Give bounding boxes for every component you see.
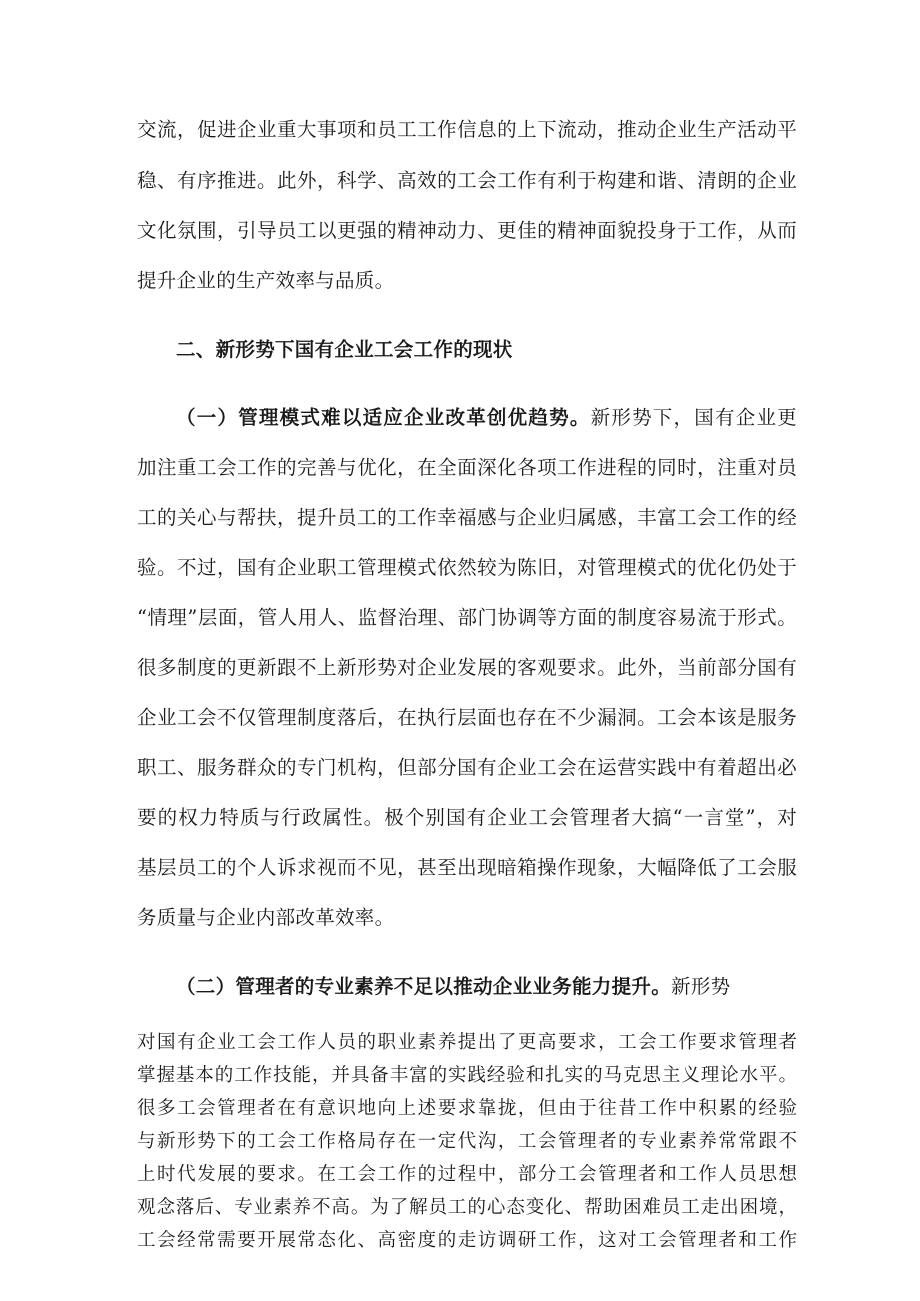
paragraph-line: 验。不过，国有企业职工管理模式依然较为陈旧，对管理模式的优化仍处于 <box>137 556 797 579</box>
paragraph-line: “情理”层面，管人用人、监督治理、部门协调等方面的制度容易流于形式。 <box>137 606 797 629</box>
paragraph-line: 企业工会不仅管理制度落后，在执行层面也存在不少漏洞。工会本该是服务 <box>137 706 797 729</box>
paragraph-line: 掌握基本的工作技能，并具备丰富的实践经验和扎实的马克思主义理论水平。 <box>137 1065 797 1086</box>
paragraph-line: 文化氛围，引导员工以更强的精神动力、更佳的精神面貌投身于工作，从而 <box>137 219 797 242</box>
paragraph-line: 要的权力特质与行政属性。极个别国有企业工会管理者大搞“一言堂”，对 <box>137 806 797 829</box>
paragraph-line: 基层员工的个人诉求视而不见，甚至出现暗箱操作现象，大幅降低了工会服 <box>137 856 797 879</box>
paragraph-line: 职工、服务群众的专门机构，但部分国有企业工会在运营实践中有着超出必 <box>137 756 797 779</box>
subsection-text: 新形势 <box>671 975 731 998</box>
subsection-first-line <box>176 974 797 1000</box>
paragraph-line: 很多制度的更新跟不上新形势对企业发展的客观要求。此外，当前部分国有 <box>137 656 797 679</box>
paragraph-line: 上时代发展的要求。在工会工作的过程中，部分工会管理者和工作人员思想 <box>137 1164 797 1185</box>
paragraph-line: 工会经常需要开展常态化、高密度的走访调研工作，这对工会管理者和工作 <box>137 1230 797 1251</box>
paragraph-line: 很多工会管理者在有意识地向上述要求靠拢，但由于往昔工作中积累的经验 <box>137 1098 797 1119</box>
paragraph-line: 提升企业的生产效率与品质。 <box>137 269 395 292</box>
paragraph-line: 加注重工会工作的完善与优化，在全面深化各项工作进程的同时，注重对员 <box>137 456 797 479</box>
subsection-lead: （一）管理模式难以适应企业改革创优趋势。 <box>176 406 591 429</box>
paragraph-line: 对国有企业工会工作人员的职业素养提出了更高要求，工会工作要求管理者 <box>137 1032 797 1053</box>
subsection-first-line <box>176 405 797 431</box>
paragraph-line: 务质量与企业内部改革效率。 <box>137 906 395 929</box>
paragraph-line: 观念落后、专业素养不高。为了解员工的心态变化、帮助困难员工走出困境， <box>137 1197 797 1218</box>
paragraph-line: 与新形势下的工会工作格局存在一定代沟，工会管理者的专业素养常常跟不 <box>137 1131 797 1152</box>
subsection-lead: （二）管理者的专业素养不足以推动企业业务能力提升。 <box>176 975 672 998</box>
subsection-text: 新形势下，国有企业更 <box>590 406 797 429</box>
paragraph-line: 工的关心与帮扶，提升员工的工作幸福感与企业归属感，丰富工会工作的经 <box>137 506 797 529</box>
section-heading: 二、新形势下国有企业工会工作的现状 <box>176 338 513 361</box>
paragraph-line: 交流，促进企业重大事项和员工工作信息的上下流动，推动企业生产活动平 <box>137 118 797 141</box>
paragraph-line: 稳、有序推进。此外，科学、高效的工会工作有利于构建和谐、清朗的企业 <box>137 169 797 192</box>
